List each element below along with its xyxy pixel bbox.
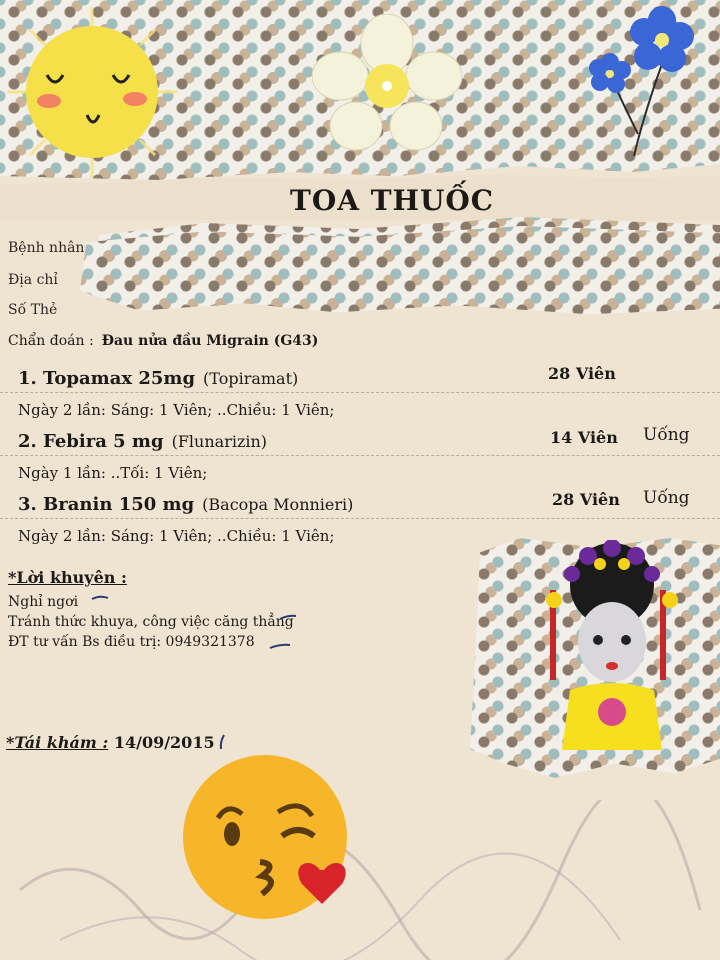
advice-heading: *Lời khuyên :	[8, 568, 127, 587]
pen-stroke	[90, 593, 110, 603]
medication-2	[18, 431, 267, 452]
document-title: TOA THUỐC	[290, 184, 495, 217]
medication-quantity: 28 Viên	[552, 490, 620, 509]
medication-generic: (Bacopa Monnieri)	[202, 495, 354, 514]
diagnosis-label: Chẩn đoán :	[8, 333, 94, 349]
medication-dosage: Ngày 1 lần: ..Tối: 1 Viên;	[18, 464, 208, 482]
empress-cartoon-sticker	[530, 540, 695, 750]
plumeria-flower-sticker	[312, 14, 462, 154]
medication-name: 3. Branin 150 mg	[18, 494, 195, 515]
revisit-label: *Tái khám :	[6, 733, 109, 752]
blue-flower-sticker	[584, 4, 704, 164]
pen-stroke	[278, 612, 298, 622]
patient-name-label: Bệnh nhân	[8, 240, 85, 256]
diagnosis-line	[8, 333, 318, 349]
medication-3	[18, 494, 353, 515]
diagnosis-value: Đau nửa đầu Migrain (G43)	[101, 333, 319, 349]
advice-line: ĐT tư vấn Bs điều trị: 0949321378	[8, 634, 255, 650]
kiss-emoji-sticker	[180, 752, 360, 932]
medication-route: Uống	[643, 488, 690, 508]
revisit-line	[6, 733, 215, 752]
patient-address-label: Địa chỉ	[8, 272, 58, 288]
medication-generic: (Flunarizin)	[171, 432, 268, 451]
pen-stroke	[216, 733, 228, 751]
medication-generic: (Topiramat)	[203, 369, 299, 388]
patient-card-label: Số Thẻ	[8, 302, 58, 318]
medication-name: 2. Febira 5 mg	[18, 431, 164, 452]
advice-line: Nghỉ ngơi	[8, 594, 79, 610]
pen-stroke	[268, 641, 292, 651]
medication-quantity: 28 Viên	[548, 364, 616, 383]
advice-line: Tránh thức khuya, công việc căng thẳng	[8, 614, 294, 630]
background-scribbles	[0, 800, 720, 960]
hexagon-pattern-cover	[60, 226, 720, 316]
medication-route: Uống	[643, 425, 690, 445]
divider	[0, 518, 720, 519]
sun-sticker	[5, 5, 180, 180]
medication-name: 1. Topamax 25mg	[18, 368, 196, 389]
medication-1	[18, 368, 298, 389]
medication-dosage: Ngày 2 lần: Sáng: 1 Viên; ..Chiều: 1 Viên;	[18, 401, 335, 419]
divider	[0, 392, 720, 393]
medication-quantity: 14 Viên	[550, 428, 618, 447]
divider	[0, 455, 720, 456]
medication-dosage: Ngày 2 lần: Sáng: 1 Viên; ..Chiều: 1 Viên;	[18, 527, 335, 545]
revisit-date: 14/09/2015	[113, 733, 215, 752]
